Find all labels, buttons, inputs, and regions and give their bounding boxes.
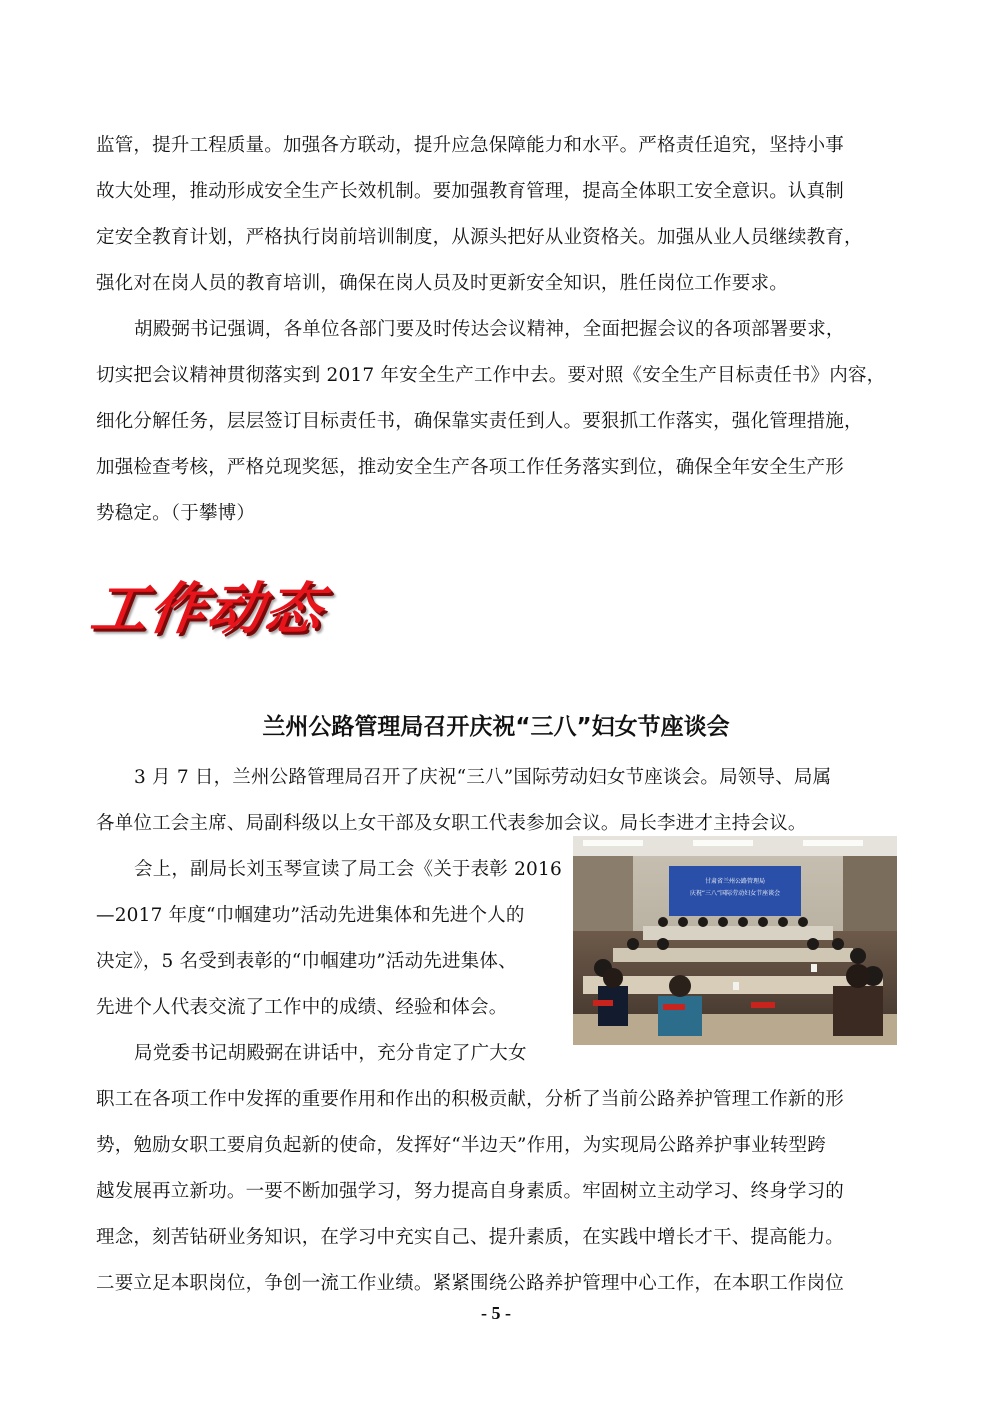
text-line: 局党委书记胡殿弼在讲话中，充分肯定了广大女 — [134, 1043, 527, 1064]
text-line: 切实把会议精神贯彻落实到 2017 年安全生产工作中去。要对照《安全生产目标责任书》内容， — [96, 365, 886, 386]
text-line: 胡殿弼书记强调，各单位各部门要及时传达会议精神，全面把握会议的各项部署要求， — [134, 319, 845, 340]
photo-banner-line1: 甘肃省兰州公路管理局 — [704, 878, 766, 885]
text-line: —2017 年度“巾帼建功”活动先进集体和先进个人的 — [96, 905, 525, 926]
text-line: 二要立足本职岗位，争创一流工作业绩。紧紧围绕公路养护管理中心工作，在本职工作岗位 — [96, 1273, 845, 1294]
text-line: 定安全教育计划，严格执行岗前培训制度，从源头把好从业资格关。加强从业人员继续教育， — [96, 227, 863, 248]
text-line: 决定》，5 名受到表彰的“巾帼建功”活动先进集体、 — [96, 951, 517, 972]
text-line: 各单位工会主席、局副科级以上女干部及女职工代表参加会议。局长李进才主持会议。 — [96, 813, 807, 834]
section-banner — [86, 565, 352, 645]
text-line: 强化对在岗人员的教育培训，确保在岗人员及时更新安全知识，胜任岗位工作要求。 — [96, 273, 788, 294]
text-line: 势，勉励女职工要肩负起新的使命，发挥好“半边天”作用，为实现局公路养护事业转型跨 — [96, 1135, 826, 1156]
section-banner-text: 工作动态 — [86, 577, 328, 642]
text-line: 会上，副局长刘玉琴宣读了局工会《关于表彰 2016 — [134, 859, 562, 880]
text-line: 3 月 7 日，兰州公路管理局召开了庆祝“三八”国际劳动妇女节座谈会。局领导、局属 — [134, 767, 832, 788]
text-line: 越发展再立新功。一要不断加强学习，努力提高自身素质。牢固树立主动学习、终身学习的 — [96, 1181, 845, 1202]
text-line: 理念，刻苦钻研业务知识，在学习中充实自己、提升素质，在实践中增长才干、提高能力。 — [96, 1227, 845, 1248]
meeting-photo — [573, 836, 897, 1045]
text-line: 细化分解任务，层层签订目标责任书，确保靠实责任到人。要狠抓工作落实，强化管理措施， — [96, 411, 863, 432]
text-line: 加强检查考核，严格兑现奖惩，推动安全生产各项工作任务落实到位，确保全年安全生产形 — [96, 457, 845, 478]
text-line: 先进个人代表交流了工作中的成绩、经验和体会。 — [96, 997, 508, 1018]
page-number: - 5 - — [481, 1303, 511, 1323]
text-line: 职工在各项工作中发挥的重要作用和作出的积极贡献，分析了当前公路养护管理工作新的形 — [96, 1089, 845, 1110]
text-line: 故大处理，推动形成安全生产长效机制。要加强教育管理，提高全体职工安全意识。认真制 — [96, 181, 845, 202]
article-title: 兰州公路管理局召开庆祝“三八”妇女节座谈会 — [262, 714, 730, 740]
text-line: 势稳定。（于攀博） — [96, 503, 256, 524]
text-line: 监管，提升工程质量。加强各方联动，提升应急保障能力和水平。严格责任追究，坚持小事 — [96, 135, 845, 156]
photo-banner-line2: 庆祝“三八”国际劳动妇女节座谈会 — [689, 890, 781, 897]
